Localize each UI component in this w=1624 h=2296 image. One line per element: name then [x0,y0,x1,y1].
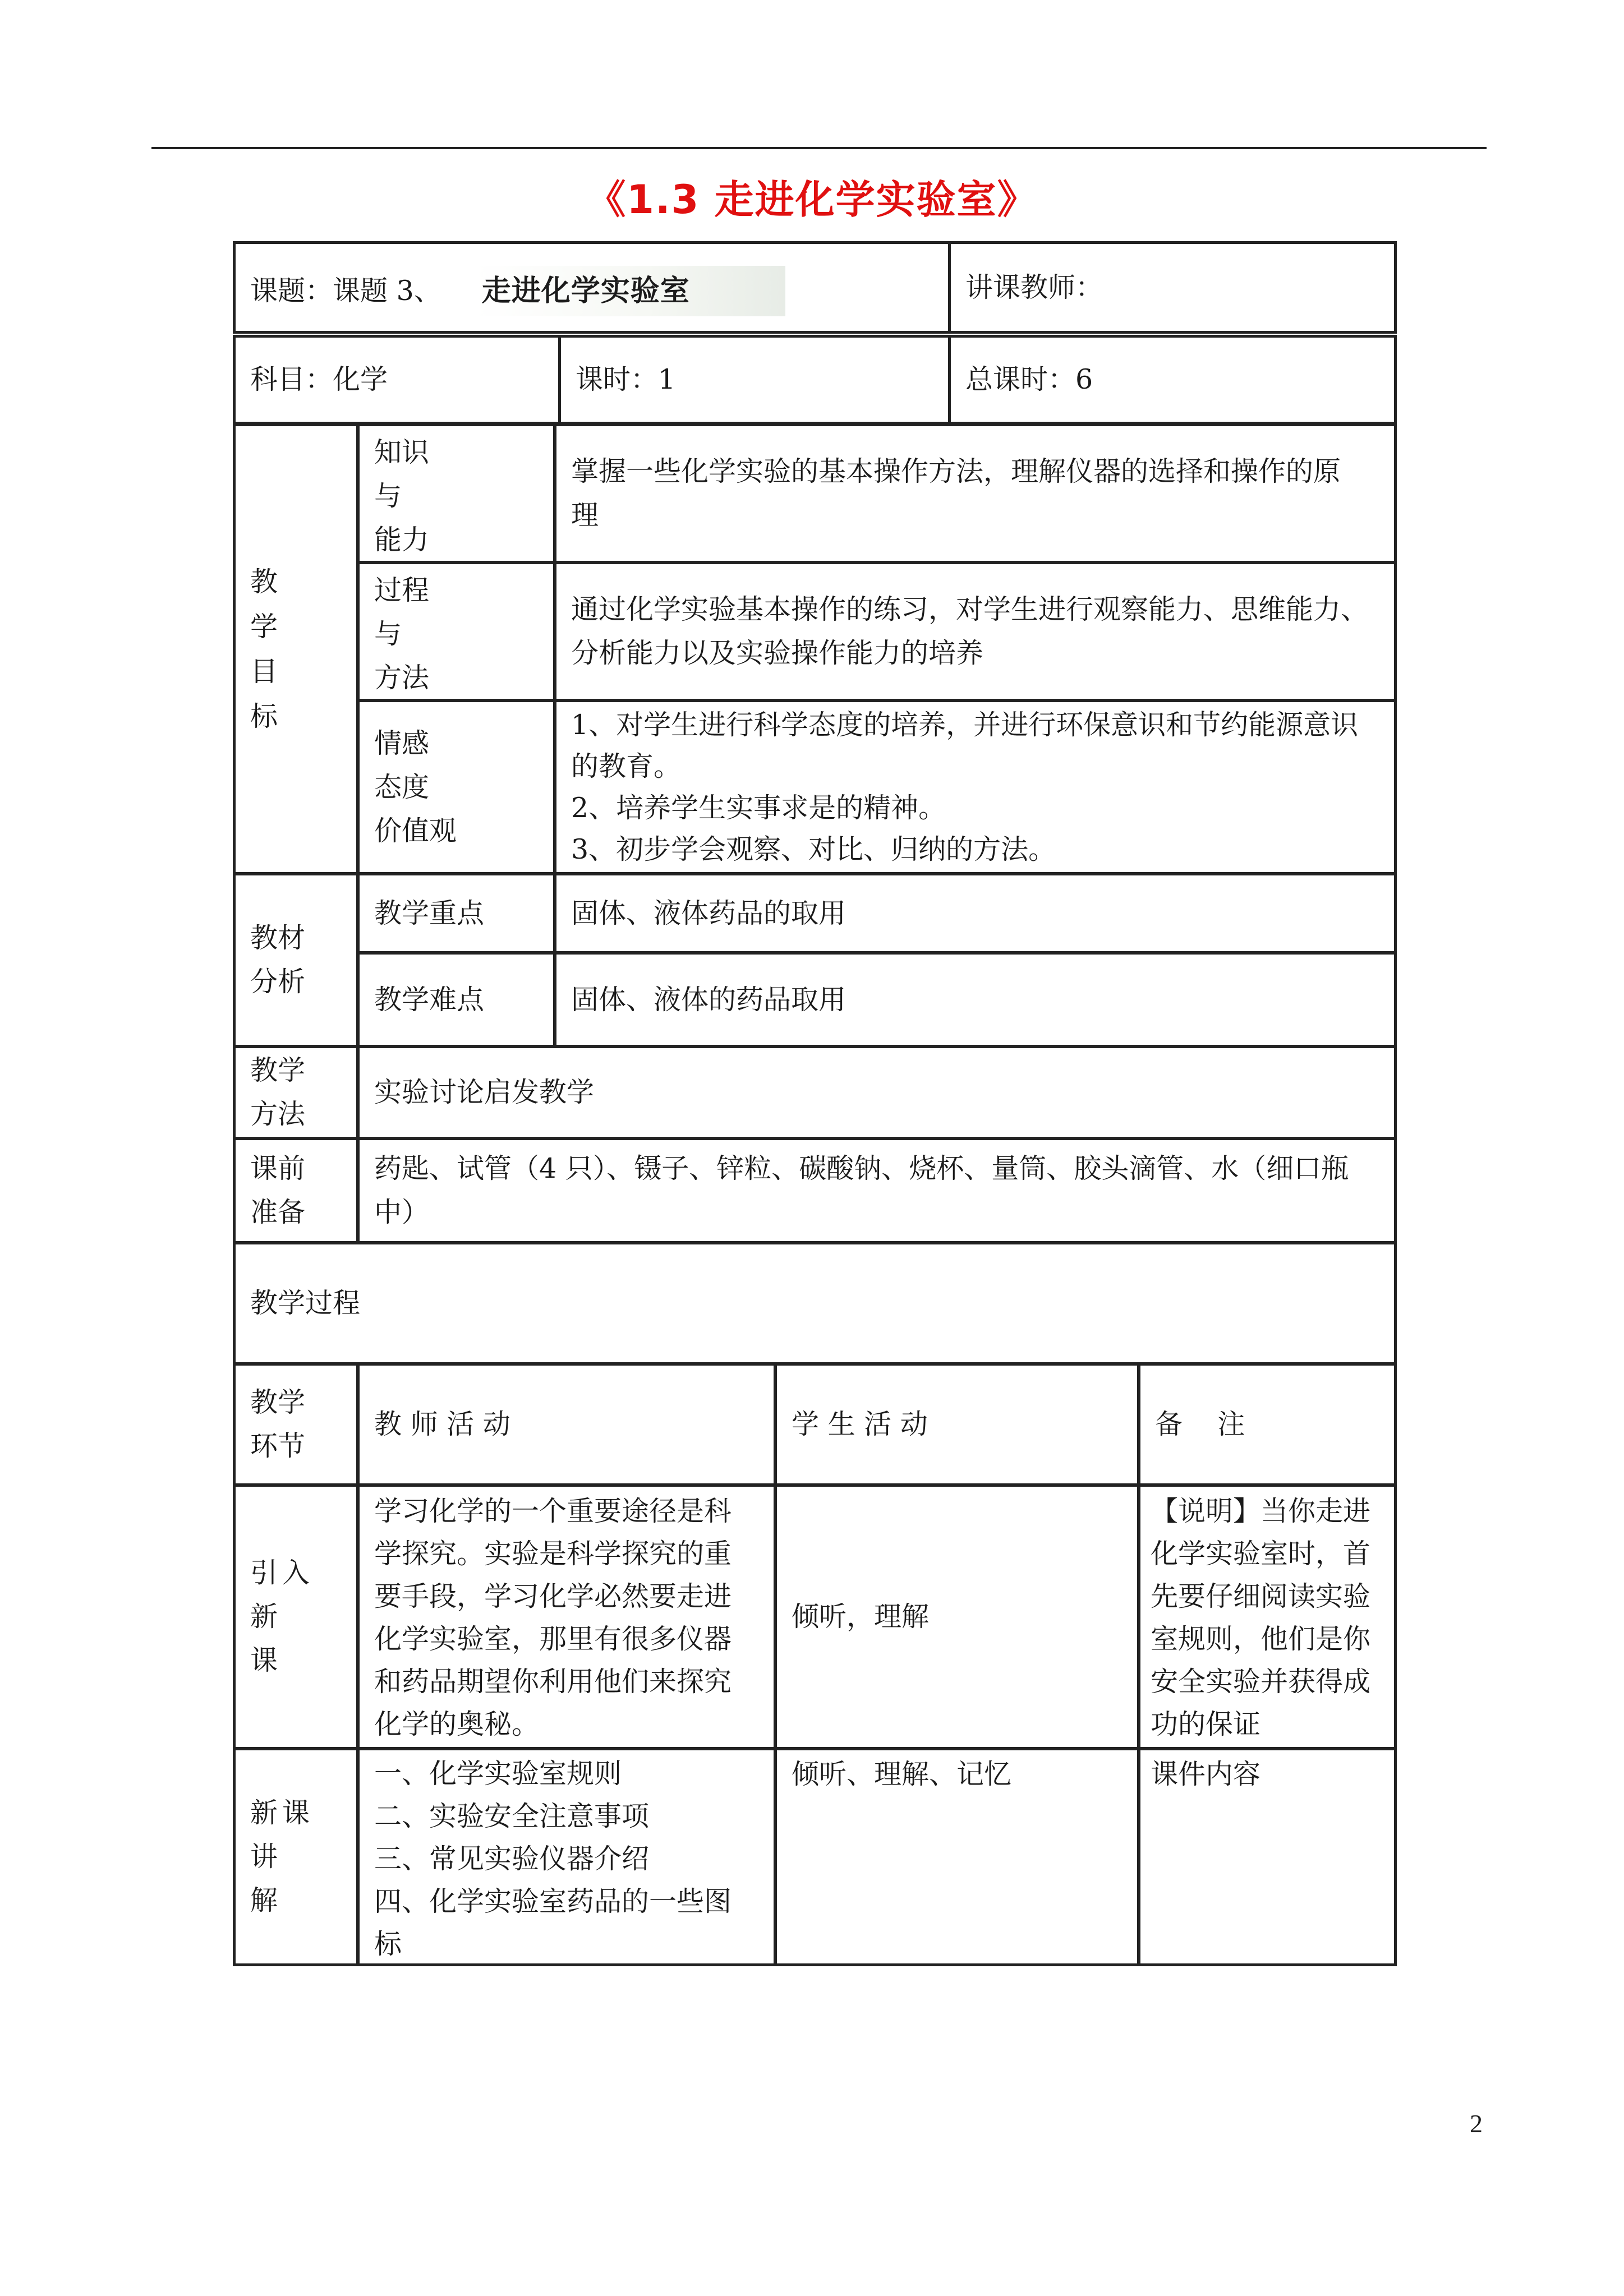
document-title: 《1.3 走进化学实验室》 [586,177,1038,223]
stage-cell [233,1484,359,1750]
goal-name-line: 与 [374,480,402,512]
method-value-cell [357,1045,1397,1140]
header-rule [151,147,1487,149]
notes-line: 课件内容 [1151,1758,1261,1790]
prep-label-cell [233,1137,359,1244]
notes-cell [1138,1484,1397,1750]
difficulty-label-cell [357,952,556,1048]
key-point-label: 教学重点 [374,897,485,929]
stage-line: 引入新 [250,1557,315,1633]
notes-header: 备 注 [1155,1408,1245,1440]
teacher-activity-line: 二、实验安全注意事项 [374,1800,650,1832]
topic-label: 课题：课题 3、 [250,274,441,307]
teacher-activity-line: 化学实验室，那里有很多仪器 [374,1623,732,1655]
key-point-value-cell [554,873,1397,954]
teacher-activity-cell [357,1484,776,1750]
goals-label-char: 目 [250,655,278,688]
total-periods-cell [948,335,1397,425]
goal-name-cell [357,699,556,875]
prep-label-line: 准备 [250,1196,306,1228]
prep-value-line: 中） [374,1196,430,1228]
prep-value-cell [357,1137,1397,1244]
stage-header-line: 教学 [250,1386,306,1418]
notes-line: 功的保证 [1151,1708,1261,1740]
goal-name-line: 价值观 [374,814,457,847]
stage-line: 新课讲 [250,1797,315,1873]
goal-name-line: 与 [374,618,402,650]
stage-line: 解 [250,1884,278,1916]
teacher-activity-line: 三、常见实验仪器介绍 [374,1843,650,1875]
stage-cell [233,1748,359,1966]
method-label-cell [233,1045,359,1140]
goal-content-line: 1、对学生进行科学态度的培养，并进行环保意识和节约能源意识 [571,709,1359,741]
goal-content-cell [554,423,1397,564]
goal-name-line: 态度 [374,771,430,803]
teacher-activity-line: 学习化学的一个重要途径是科 [374,1495,732,1527]
teacher-activity-line: 四、化学实验室药品的一些图 [374,1885,732,1917]
topic-title-image: 走进化学实验室 [475,266,785,316]
method-label-line: 教学 [250,1054,306,1086]
subject-cell [233,335,561,425]
difficulty-value-cell [554,952,1397,1048]
analysis-label-cell [233,873,359,1048]
method-value: 实验讨论启发教学 [374,1076,595,1108]
key-point-value: 固体、液体药品的取用 [571,897,846,929]
analysis-label-line: 分析 [250,966,306,998]
analysis-label-line: 教材 [250,922,306,954]
stage-header-line: 环节 [250,1430,306,1462]
periods-text: 课时：1 [576,363,676,395]
notes-line: 先要仔细阅读实验 [1151,1580,1371,1612]
notes-line: 【说明】当你走进 [1151,1495,1371,1527]
goals-label-char: 学 [250,610,278,643]
teacher-activity-cell [357,1748,776,1966]
notes-header-cell [1138,1363,1397,1486]
goal-content-line: 的教育。 [571,750,682,782]
teacher-activity-header-cell [357,1363,776,1486]
goal-name-line: 情感 [374,727,430,759]
difficulty-value: 固体、液体的药品取用 [571,983,846,1016]
goal-content-line: 3、初步学会观察、对比、归纳的方法。 [571,833,1056,865]
key-point-label-cell [357,873,556,954]
method-label-line: 方法 [250,1098,306,1130]
student-activity-cell [774,1484,1140,1750]
subject-text: 科目：化学 [250,363,388,395]
goal-content-line: 理 [571,499,599,531]
teacher-activity-line: 化学的奥秘。 [374,1708,540,1740]
goals-label-char: 标 [250,700,278,732]
prep-label-line: 课前 [250,1152,306,1184]
notes-line: 化学实验室时，首 [1151,1538,1371,1570]
teacher-activity-line: 一、化学实验室规则 [374,1758,622,1790]
stage-header-cell [233,1363,359,1486]
topic-cell [233,241,951,334]
goal-name-line: 方法 [374,662,430,694]
goals-label-char: 教 [250,565,278,598]
process-title-cell [233,1242,1397,1365]
goal-name-line: 能力 [374,524,430,556]
teacher-cell [948,241,1397,334]
goal-content-line: 分析能力以及实验操作能力的培养 [571,637,984,669]
difficulty-label: 教学难点 [374,983,485,1016]
goal-content-cell [554,699,1397,875]
student-activity-header-cell [774,1363,1140,1486]
student-activity-text: 倾听，理解 [792,1601,930,1633]
teacher-activity-line: 和药品期望你利用他们来探究 [374,1666,732,1698]
student-activity-text: 倾听、理解、记忆 [792,1758,1012,1790]
student-activity-header: 学 生 活 动 [792,1408,928,1440]
goal-content-line: 掌握一些化学实验的基本操作方法，理解仪器的选择和操作的原 [571,455,1341,487]
periods-cell [558,335,951,425]
teacher-activity-line: 标 [374,1928,402,1960]
goal-name-line: 过程 [374,574,430,606]
teacher-activity-line: 要手段，学习化学必然要走进 [374,1580,732,1612]
prep-value-line: 药匙、试管（4 只）、镊子、锌粒、碳酸钠、烧杯、量筒、胶头滴管、水（细口瓶 [374,1152,1349,1184]
total-periods-text: 总课时：6 [965,363,1093,395]
stage-line: 课 [250,1644,278,1676]
goal-name-cell [357,561,556,702]
notes-line: 安全实验并获得成 [1151,1666,1371,1698]
goals-label-cell [233,423,359,875]
notes-cell [1138,1748,1397,1966]
goal-content-line: 2、培养学生实事求是的精神。 [571,792,946,824]
goal-content-cell [554,561,1397,702]
goal-name-line: 知识 [374,436,430,468]
student-activity-cell [774,1748,1140,1966]
notes-line: 室规则，他们是你 [1151,1623,1371,1655]
page-number: 2 [1470,2109,1483,2138]
process-title: 教学过程 [250,1287,361,1319]
teacher-activity-header: 教 师 活 动 [374,1408,510,1440]
goal-content-line: 通过化学实验基本操作的练习，对学生进行观察能力、思维能力、 [571,593,1369,625]
teacher-activity-line: 学探究。实验是科学探究的重 [374,1538,732,1570]
goal-name-cell [357,423,556,564]
teacher-label: 讲课教师： [965,271,1103,303]
